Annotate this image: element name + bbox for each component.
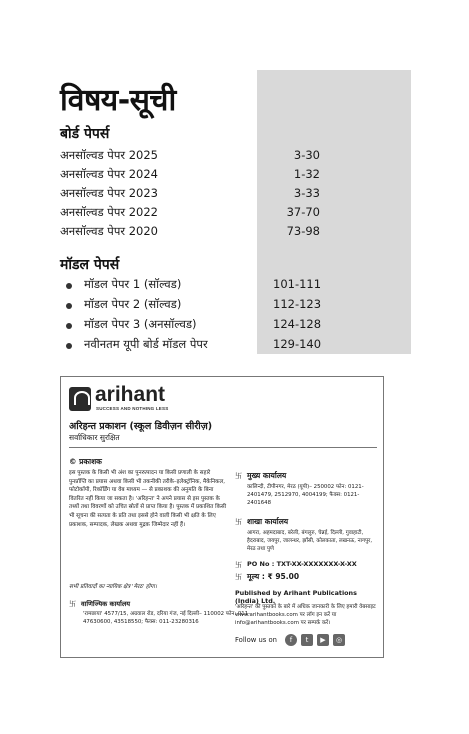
divider — [69, 447, 377, 448]
youtube-icon[interactable]: ▶ — [317, 634, 329, 646]
toc-page-range: 112-123 — [273, 297, 322, 311]
publisher-heading: © प्रकाशक — [69, 457, 102, 466]
bullet-icon — [66, 303, 72, 309]
price: मूल्य : ₹ 95.00 — [247, 572, 300, 581]
toc-entry-label: अनसॉल्वड पेपर 2024 — [60, 167, 158, 181]
toc-page-range: 124-128 — [273, 317, 322, 331]
toc-row[interactable] — [60, 337, 320, 355]
facebook-icon[interactable]: f — [285, 634, 297, 646]
twitter-icon[interactable]: t — [301, 634, 313, 646]
model-papers-heading: मॉडल पेपर्स — [60, 257, 120, 273]
published-by: Published by Arihant Publications (India) Ltd. — [235, 589, 357, 605]
toc-entry-label: अनसॉल्वड पेपर 2025 — [60, 148, 158, 162]
swastik-icon: 卐 — [235, 472, 242, 480]
toc-entry-label: अनसॉल्वड पेपर 2023 — [60, 186, 158, 200]
logo-mark-icon — [69, 387, 91, 411]
more-info: 'अरिहन्त' की पुस्तकों के बारे में अधिक जानकारी के लिए हमारी वेबसाइट www.arihantbooks.com पर लॉग इन करें या info@arihantbooks.com पर सम्पर्क करें। — [235, 604, 376, 626]
head-office-address: कालिन्दी, टीपीनगर, मेरठ (यूपी)– 250002 फोन: 0121-2401479, 2512970, 4004199; फैक्स: 0121-2401648 — [247, 484, 364, 506]
toc-entry-label: अनसॉल्वड पेपर 2022 — [60, 205, 158, 219]
branch-office-heading: शाखा कार्यालय — [247, 517, 289, 526]
publisher-name: अरिहन्त प्रकाशन (स्कूल डिवीज़न सीरीज़) — [69, 421, 213, 432]
toc-entry-label: मॉडल पेपर 2 (सॉल्वड) — [84, 297, 182, 311]
board-papers-heading: बोर्ड पेपर्स — [60, 126, 110, 142]
imprint-box — [60, 376, 384, 658]
toc-entry-label: मॉडल पेपर 3 (अनसॉल्वड) — [84, 317, 197, 331]
toc-page-range: 1-32 — [293, 167, 320, 181]
toc-page-range: 37-70 — [286, 205, 320, 219]
toc-page-range: 3-30 — [293, 148, 320, 162]
toc-page-range: 73-98 — [286, 224, 320, 238]
follow-us-label: Follow us on — [235, 636, 277, 644]
toc-page-range: 3-33 — [293, 186, 320, 200]
copyright-notice: इस पुस्तक के किसी भी अंश का पुनरुत्पादन या किसी प्रणाली के सहारे पुनर्प्राप्ति का प्रयास अथवा किसी भी तकनीकी तरीके–इलेक्ट्रॉनिक, मैकेनिकल, फोटोकॉपी, रिकॉर्डिंग या वेब माध्यम — से प्रकाशक की अनुमति के बिना वितरित नहीं किया जा सकता है। 'अरिहन्त' ने अपने प्रयास से इस पुस्तक के तथ्यों तथा विवरणों को उचित स्रोतों से प्राप्त किया है। पुस्तक में प्रकाशित किसी भी सूचना की सत्यता के प्रति तथा इससे होने वाली किसी भी क्षति के लिए प्रकाशक, सम्पादक, लेखक अथवा मुद्रक जिम्मेदार नहीं हैं। — [69, 470, 227, 528]
branch-office-list: आगरा, अहमदाबाद, बरेली, बंगलुरु, चेन्नई, दिल्ली, गुवाहाटी, हैदराबाद, जयपुर, जालन्धर, झाँसी, कोलकाता, लखनऊ, नागपुर, मेरठ तथा पुणे — [247, 530, 373, 552]
toc-entry-label: अनसॉल्वड पेपर 2020 — [60, 224, 158, 238]
rights-reserved: सर्वाधिकार सुरक्षित — [69, 433, 120, 442]
jurisdiction-note: सभी प्रतिवादों का न्यायिक क्षेत्र 'मेरठ' होगा। — [69, 584, 157, 590]
swastik-icon: 卐 — [235, 573, 242, 581]
toc-entry-label: नवीनतम यूपी बोर्ड मॉडल पेपर — [84, 337, 208, 351]
toc-page-range: 101-111 — [273, 277, 322, 291]
toc-entry-label: मॉडल पेपर 1 (सॉल्वड) — [84, 277, 182, 291]
arihant-logo — [69, 383, 229, 413]
logo-name: arihant — [95, 383, 166, 406]
toc-row[interactable] — [60, 277, 320, 295]
page-title: विषय-सूची — [60, 83, 176, 118]
toc-row[interactable] — [60, 205, 320, 223]
bullet-icon — [66, 283, 72, 289]
commercial-office-heading: वाणिज्यिक कार्यालय — [81, 600, 131, 608]
commercial-office-address: 'रामछाया' 4577/15, अग्रवाल रोड, दरिया गंज, नई दिल्ली– 110002 फोन: 011-47630600, 43518550; फैक्स: 011-23280316 — [83, 611, 251, 625]
toc-row[interactable] — [60, 186, 320, 204]
po-number: PO No : TXT-XX-XXXXXXX-X-XX — [247, 560, 357, 568]
toc-row[interactable] — [60, 148, 320, 166]
bullet-icon — [66, 323, 72, 329]
swastik-icon: 卐 — [69, 600, 76, 608]
head-office-heading: मुख्य कार्यालय — [247, 471, 287, 480]
toc-row[interactable] — [60, 167, 320, 185]
toc-row[interactable] — [60, 297, 320, 315]
toc-row[interactable] — [60, 317, 320, 335]
bullet-icon — [66, 343, 72, 349]
social-links — [235, 634, 381, 648]
toc-row[interactable] — [60, 224, 320, 242]
logo-tagline: SUCCESS AND NOTHING LESS — [96, 406, 169, 411]
swastik-icon: 卐 — [235, 518, 242, 526]
instagram-icon[interactable]: ◎ — [333, 634, 345, 646]
swastik-icon: 卐 — [235, 561, 242, 569]
toc-page-range: 129-140 — [273, 337, 322, 351]
